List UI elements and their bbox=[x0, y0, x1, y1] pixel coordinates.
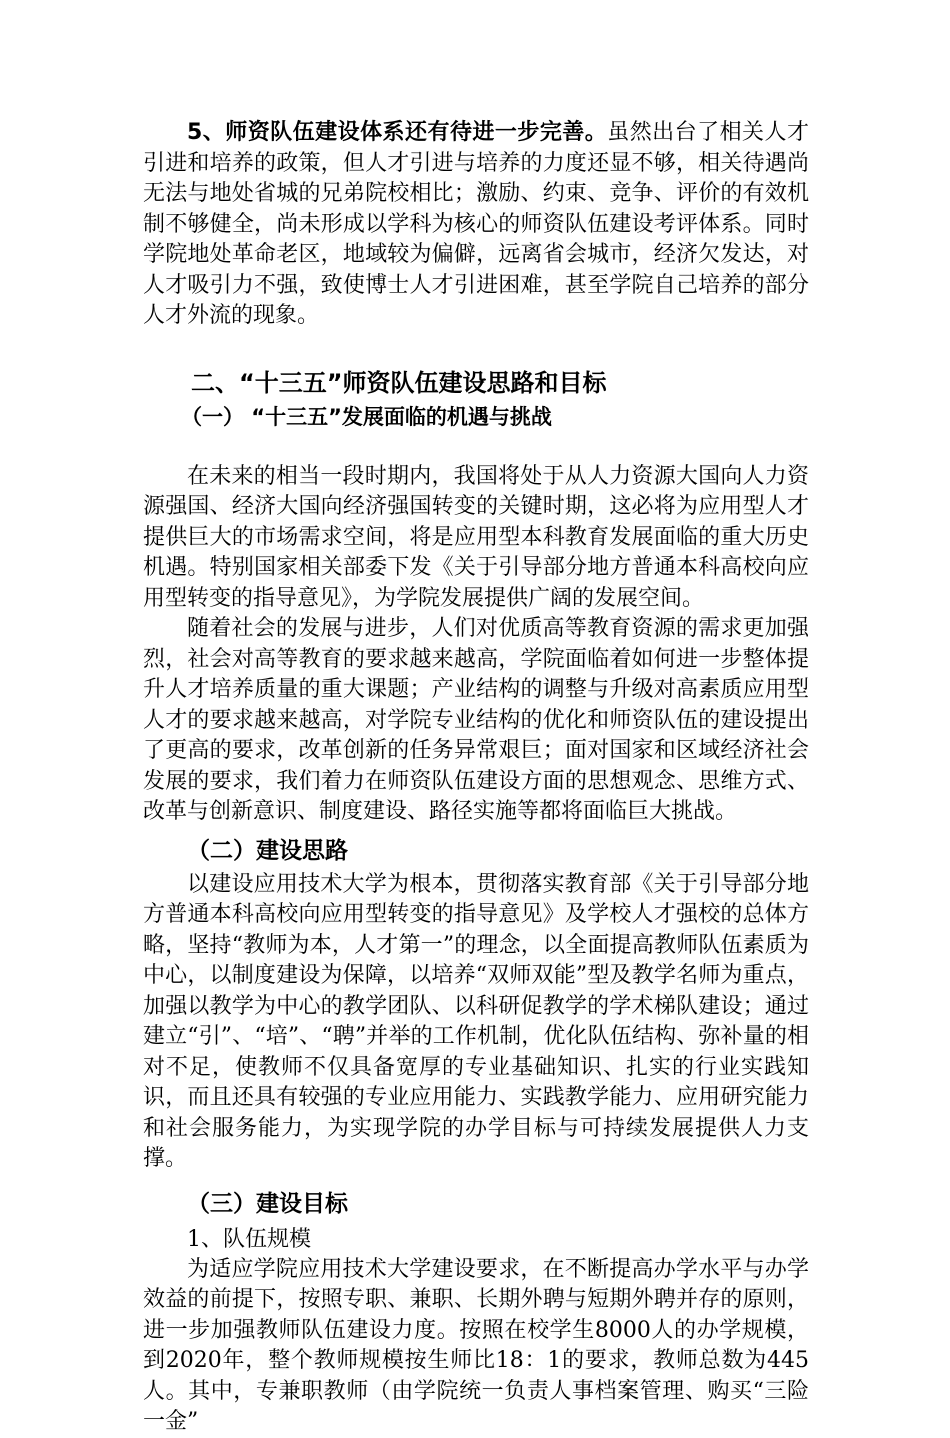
subsection2-title: （二）建设思路 bbox=[187, 837, 348, 864]
subsection2-paragraph: 以建设应用技术大学为根本，贯彻落实教育部《关于引导部分地方普通本科高校向应用型转变的指导意见》及学校人才强校的总体方略，坚持“教师为本，人才第一”的理念，以全面提高教师队伍素质为中心，以制度建设为保障，以培养“双师双能”型及教学名师为重点，加强以教学为中心的教学团队、以科研促教学的学术梯队建设；通过建立“引”、“培”、“聘”并举的工作机制，优化队伍结构、弥补量的相对不足，使教师不仅具备宽厚的专业基础知识、扎实的行业实践知识，而且还具有较强的专业应用能力、实践教学能力、应用研究能力和社会服务能力，为实现学院的办学目标与可持续发展提供人力支撑。 bbox=[143, 871, 809, 1171]
subsection1-paragraph-2: 随着社会的发展与进步，人们对优质高等教育资源的需求更加强烈，社会对高等教育的要求越来越高，学院面临着如何进一步整体提升人才培养质量的重大课题；产业结构的调整与升级对高素质应用型人才的要求越来越高，对学院专业结构的优化和师资队伍的建设提出了更高的要求，改革创新的任务异常艰巨；面对国家和区域经济社会发展的要求，我们着力在师资队伍建设方面的思想观念、思维方式、改革与创新意识、制度建设、路径实施等都将面临巨大挑战。 bbox=[143, 616, 809, 824]
document-page bbox=[143, 118, 809, 1438]
subsection1-paragraph-1: 在未来的相当一段时期内，我国将处于从人力资源大国向人力资源强国、经济大国向经济强国转变的关键时期，这必将为应用型人才提供巨大的市场需求空间，将是应用型本科教育发展面临的重大历史机遇。特别国家相关部委下发《关于引导部分地方普通本科高校向应用型转变的指导意见》，为学院发展提供广阔的发展空间。 bbox=[143, 463, 809, 611]
chapter2-title: 二、“十三五”师资队伍建设思路和目标 bbox=[191, 368, 607, 397]
subsection1-title: （一） “十三五”发展面临的机遇与挑战 bbox=[181, 404, 552, 429]
subsection3-item-1: 1、队伍规模 bbox=[187, 1226, 311, 1252]
section5-text: 虽然出台了相关人才引进和培养的政策，但人才引进与培养的力度还显不够，相关待遇尚无法与地处省城的兄弟院校相比；激励、约束、竞争、评价的有效机制不够健全，尚未形成以学科为核心的师资队伍建设考评体系。同时学院地处革命老区，地域较为偏僻，远离省会城市，经济欠发达，对人才吸引力不强，致使博士人才引进困难，甚至学院自己培养的部分人才外流的现象。 bbox=[143, 120, 809, 328]
section5-lead: 5、师资队伍建设体系还有待进一步完善。 bbox=[187, 120, 608, 145]
section5-paragraph bbox=[143, 118, 809, 332]
subsection3-paragraph: 为适应学院应用技术大学建设要求，在不断提高办学水平与办学效益的前提下，按照专职、兼职、长期外聘与短期外聘并存的原则，进一步加强教师队伍建设力度。按照在校学生8000人的办学规模，到2020年，整个教师规模按生师比18：1的要求，教师总数为445人。其中，专兼职教师（由学院统一负责人事档案管理、购买“三险一金” bbox=[143, 1256, 809, 1434]
subsection3-title: （三）建设目标 bbox=[187, 1190, 348, 1217]
